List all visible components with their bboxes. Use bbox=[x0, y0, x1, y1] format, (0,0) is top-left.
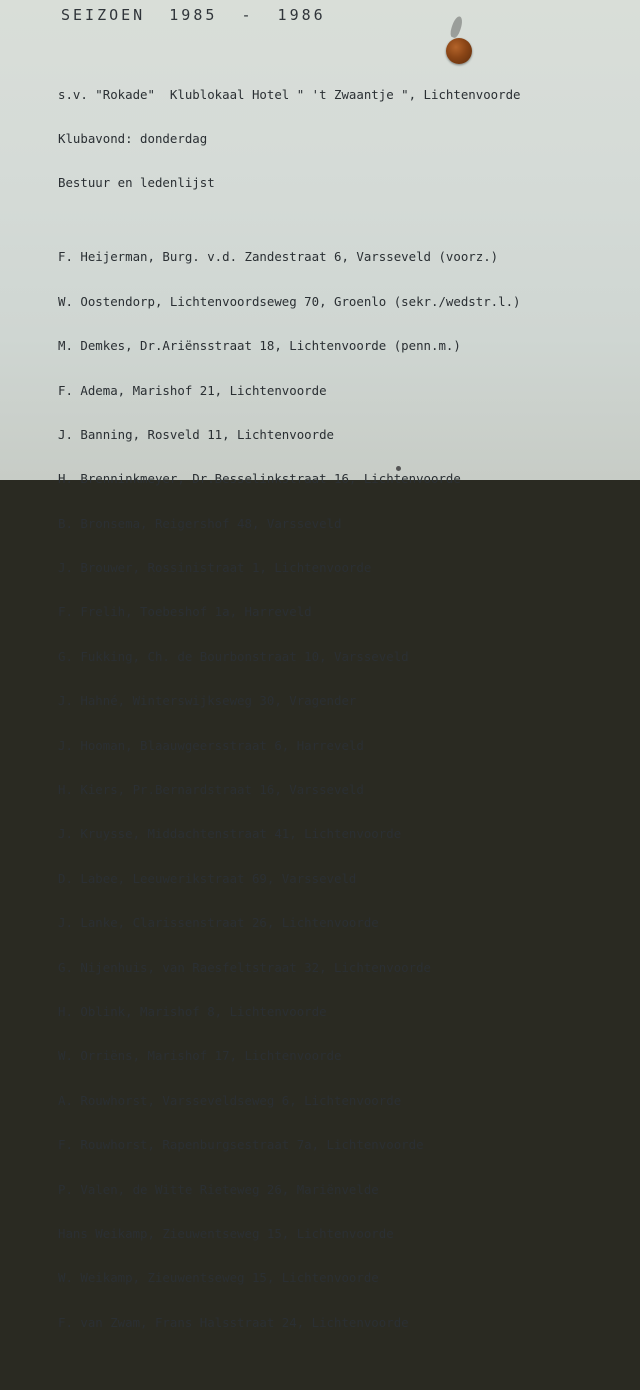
member-entry: J. Hooman, Blaauwgeersstraat 6, Harreveld bbox=[58, 737, 364, 753]
document-body bbox=[58, 58, 628, 1390]
member-entry: H. Brenninkmeyer, Dr.Besselinkstraat 16, Lichtenvoorde bbox=[58, 471, 461, 487]
member-entry: J. Hahné, Winterswijkseweg 30, Vragender bbox=[58, 693, 357, 709]
season-heading: SEIZOEN 1985 - 1986 bbox=[61, 6, 326, 24]
board-heading-line: Bestuur en ledenlijst bbox=[58, 175, 215, 191]
member-list bbox=[58, 221, 628, 1360]
member-entry: P. Valen, de Witte Rieteweg 26, Mariënvelde bbox=[58, 1181, 379, 1197]
member-entry: J. Lanke, Clarissenstraat 26, Lichtenvoorde bbox=[58, 915, 379, 931]
member-entry: D. Labee, Leeuwerikstraat 69, Varsseveld bbox=[58, 870, 357, 886]
member-entry: F. van Zwam, Frans Halsstraat 24, Lichtenvoorde bbox=[58, 1314, 409, 1330]
member-entry: M. Demkes, Dr.Ariënsstraat 18, Lichtenvoorde (penn.m.) bbox=[58, 338, 461, 354]
member-entry: J. Kruysse, Middachtenstraat 41, Lichtenvoorde bbox=[58, 826, 402, 842]
ink-smudge bbox=[396, 466, 401, 471]
club-location-line: s.v. "Rokade" Klublokaal Hotel " 't Zwaantje ", Lichtenvoorde bbox=[58, 86, 521, 102]
member-entry: W. Orriëns, Marishof 17, Lichtenvoorde bbox=[58, 1048, 342, 1064]
club-evening-line: Klubavond: donderdag bbox=[58, 130, 208, 146]
member-entry: F. Frelih, Toebeshof 1a, Harreveld bbox=[58, 604, 312, 620]
member-entry: H. Oblink, Marishof 8, Lichtenvoorde bbox=[58, 1004, 327, 1019]
member-entry: G. Nijenhuis, van Raesfeltstraat 32, Lichtenvoorde bbox=[58, 959, 431, 975]
member-entry: F. Rouwhorst, Rapenburgsestraat 7a, Lichtenvoorde bbox=[58, 1137, 424, 1153]
member-entry: F. Heijerman, Burg. v.d. Zandestraat 6, Varsseveld (voorz.) bbox=[58, 249, 499, 265]
member-entry: J. Brouwer, Rossinistraat 1, Lichtenvoorde bbox=[58, 560, 372, 576]
member-entry: W. Oostendorp, Lichtenvoordseweg 70, Groenlo (sekr./wedstr.l.) bbox=[58, 293, 521, 309]
member-entry: B. Bronsema, Reigershof 48, Varsseveld bbox=[58, 515, 342, 531]
pin-shadow bbox=[449, 15, 464, 39]
member-entry: H. Kiers, Pr.Bernardstraat 16, Varsseveld bbox=[58, 782, 364, 798]
member-entry: J. Banning, Rosveld 11, Lichtenvoorde bbox=[58, 426, 335, 442]
member-entry: G. Fukking, Ch. de Bourbonstraat 10, Varsseveld bbox=[58, 648, 409, 664]
member-entry: Hans Weikamp, Zieuwentseweg 15, Lichtenvoorde bbox=[58, 1225, 394, 1241]
member-entry: A. Rouwhorst, Varsseveldseweg 6, Lichtenvoorde bbox=[58, 1092, 402, 1108]
member-entry: F. Adema, Marishof 21, Lichtenvoorde bbox=[58, 382, 327, 398]
member-entry: W. Weikamp, Zieuwentseweg 15, Lichtenvoorde bbox=[58, 1270, 379, 1286]
